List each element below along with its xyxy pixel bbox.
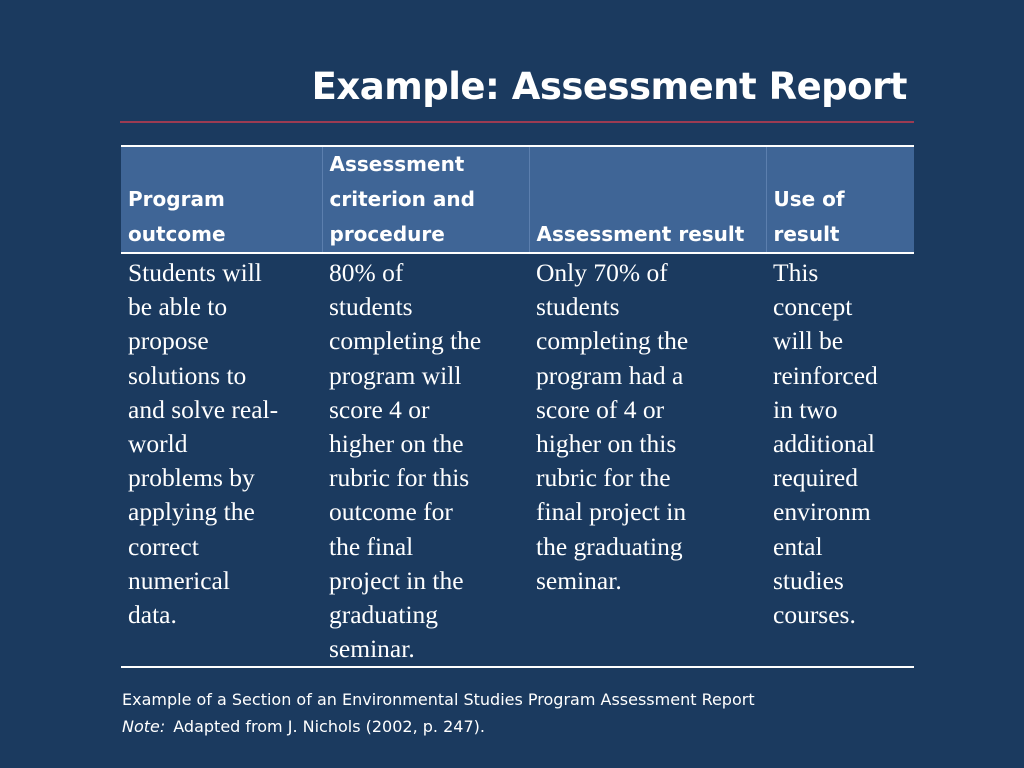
cell-text-line: be able to — [128, 292, 228, 322]
cell-text-line: seminar. — [329, 634, 415, 664]
cell-text-line: This — [773, 258, 819, 287]
cell-text-line: the final — [329, 531, 414, 561]
header-use-of-result — [766, 146, 914, 253]
cell-text-line: score of 4 or — [536, 394, 665, 424]
header-text-line: Assessment result — [536, 222, 745, 246]
cell-assessment-result — [529, 253, 766, 667]
note-label: Note: — [122, 717, 166, 736]
cell-text-line: completing the — [329, 326, 482, 356]
cell-text-line: final project in — [536, 497, 687, 527]
cell-text-line: courses. — [773, 600, 856, 630]
cell-text-line: project in the — [329, 565, 464, 595]
slide-title: Example: Assessment Report — [311, 65, 907, 108]
cell-text-line: completing the — [536, 326, 689, 356]
header-text-line: Assessment — [329, 152, 465, 176]
cell-text-line: studies — [773, 565, 844, 595]
cell-text-line: numerical — [128, 565, 230, 595]
cell-text-line: world — [128, 429, 188, 459]
table-header-row — [121, 146, 914, 253]
cell-text-line: seminar. — [536, 565, 622, 595]
caption-note — [122, 713, 755, 740]
cell-text-line: the graduating — [536, 531, 683, 561]
cell-text-line: will be — [773, 326, 844, 356]
cell-text-line: 80% of — [329, 258, 404, 287]
note-text: Adapted from J. Nichols (2002, p. 247). — [173, 717, 485, 736]
cell-text-line: students — [536, 292, 620, 322]
cell-text-line: graduating — [329, 600, 439, 630]
cell-text-line: higher on this — [536, 429, 677, 459]
cell-text-line: program will — [329, 360, 462, 390]
cell-text-line: rubric for this — [329, 463, 470, 493]
header-text-line: criterion and — [329, 187, 475, 211]
header-text-line: result — [773, 222, 840, 246]
cell-text-line: data. — [128, 600, 177, 630]
cell-text-line: outcome for — [329, 497, 453, 527]
assessment-report-table — [121, 145, 914, 668]
cell-text-line: Only 70% of — [536, 258, 668, 287]
cell-program-outcome — [121, 253, 322, 667]
caption-description: Example of a Section of an Environmental Studies Program Assessment Report — [122, 690, 755, 709]
cell-text-line: applying the — [128, 497, 255, 527]
cell-text-line: Students will — [128, 258, 262, 287]
cell-text-line: and solve real- — [128, 394, 279, 424]
cell-text-line: higher on the — [329, 429, 464, 459]
cell-text-line: ental — [773, 531, 823, 561]
cell-text-line: solutions to — [128, 360, 247, 390]
cell-text-line: in two — [773, 394, 838, 424]
header-assessment-result — [529, 146, 766, 253]
header-program-outcome — [121, 146, 322, 253]
figure-caption — [122, 686, 755, 740]
cell-text-line: score 4 or — [329, 394, 430, 424]
header-text-line: Use of — [773, 187, 845, 211]
title-divider — [120, 121, 914, 123]
cell-text-line: concept — [773, 292, 853, 322]
header-text-line: Program — [128, 187, 225, 211]
cell-text-line: correct — [128, 531, 199, 561]
cell-use-of-result — [766, 253, 914, 667]
table-row — [121, 253, 914, 667]
header-text-line: procedure — [329, 222, 445, 246]
cell-assessment-criterion — [322, 253, 529, 667]
cell-text-line: propose — [128, 326, 209, 356]
cell-text-line: students — [329, 292, 413, 322]
cell-text-line: environm — [773, 497, 871, 527]
cell-text-line: additional — [773, 429, 875, 459]
header-text-line: outcome — [128, 222, 226, 246]
cell-text-line: required — [773, 463, 858, 493]
header-assessment-criterion — [322, 146, 529, 253]
cell-text-line: program had a — [536, 360, 684, 390]
cell-text-line: reinforced — [773, 360, 878, 390]
cell-text-line: rubric for the — [536, 463, 671, 493]
cell-text-line: problems by — [128, 463, 255, 493]
